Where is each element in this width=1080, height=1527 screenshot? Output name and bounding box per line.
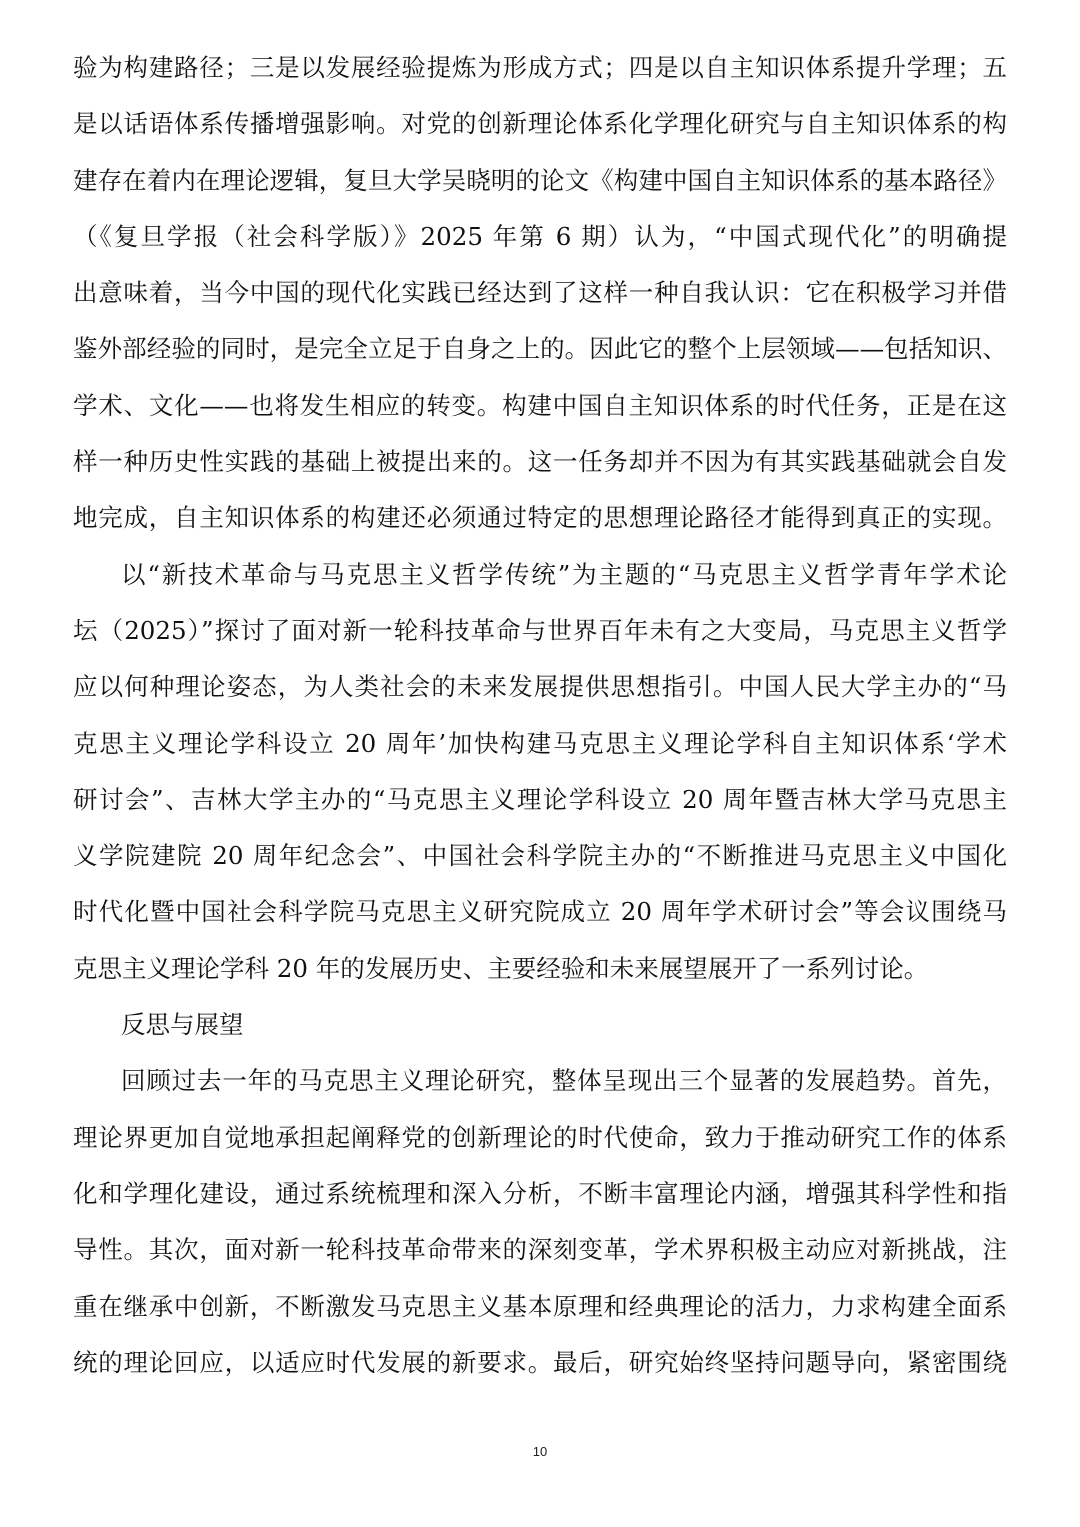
text-line: 出意味着，当今中国的现代化实践已经达到了这样一种自我认识：它在积极学习并借	[73, 278, 1007, 308]
text-line: 统的理论回应，以适应时代发展的新要求。最后，研究始终坚持问题导向，紧密围绕	[73, 1347, 1007, 1377]
text-line: 建存在着内在理论逻辑，复旦大学吴晓明的论文《构建中国自主知识体系的基本路径》	[73, 165, 1007, 195]
body-text	[73, 40, 1007, 1391]
text-line: （《复旦学报（社会科学版）》2025 年第 6 期）认为，“中国式现代化”的明确提	[73, 221, 1007, 251]
text-line: 坛（2025）”探讨了面对新一轮科技革命与世界百年未有之大变局，马克思主义哲学	[73, 615, 1007, 645]
text-line: 鉴外部经验的同时，是完全立足于自身之上的。因此它的整个上层领域——包括知识、	[73, 334, 1007, 364]
text-line: 义学院建院 20 周年纪念会”、中国社会科学院主办的“不断推进马克思主义中国化	[73, 841, 1007, 871]
text-line: 地完成，自主知识体系的构建还必须通过特定的思想理论路径才能得到真正的实现。	[73, 503, 1007, 533]
text-line: 导性。其次，面对新一轮科技革命带来的深刻变革，学术界积极主动应对新挑战，注	[73, 1235, 1007, 1265]
section-heading: 反思与展望	[121, 1010, 244, 1040]
text-line: 克思主义理论学科设立 20 周年’加快构建马克思主义理论学科自主知识体系‘学术	[73, 728, 1007, 758]
text-line: 是以话语体系传播增强影响。对党的创新理论体系化学理化研究与自主知识体系的构	[73, 109, 1007, 139]
page-number: 10	[532, 1444, 548, 1459]
text-line: 化和学理化建设，通过系统梳理和深入分析，不断丰富理论内涵，增强其科学性和指	[73, 1178, 1007, 1208]
text-line: 应以何种理论姿态，为人类社会的未来发展提供思想指引。中国人民大学主办的“马	[73, 672, 1007, 702]
text-line: 回顾过去一年的马克思主义理论研究，整体呈现出三个显著的发展趋势。首先，	[121, 1066, 1007, 1096]
text-line: 样一种历史性实践的基础上被提出来的。这一任务却并不因为有其实践基础就会自发	[73, 447, 1007, 477]
text-line: 学术、文化——也将发生相应的转变。构建中国自主知识体系的时代任务，正是在这	[73, 390, 1007, 420]
text-line: 时代化暨中国社会科学院马克思主义研究院成立 20 周年学术研讨会”等会议围绕马	[73, 897, 1007, 927]
text-line: 研讨会”、吉林大学主办的“马克思主义理论学科设立 20 周年暨吉林大学马克思主	[73, 784, 1007, 814]
text-line: 验为构建路径；三是以发展经验提炼为形成方式；四是以自主知识体系提升学理；五	[73, 53, 1007, 82]
text-line: 重在继承中创新，不断激发马克思主义基本原理和经典理论的活力，力求构建全面系	[73, 1291, 1007, 1321]
text-line: 以“新技术革命与马克思主义哲学传统”为主题的“马克思主义哲学青年学术论	[121, 559, 1007, 589]
text-line: 克思主义理论学科 20 年的发展历史、主要经验和未来展望展开了一系列讨论。	[73, 953, 929, 983]
text-line: 理论界更加自觉地承担起阐释党的创新理论的时代使命，致力于推动研究工作的体系	[73, 1122, 1007, 1152]
